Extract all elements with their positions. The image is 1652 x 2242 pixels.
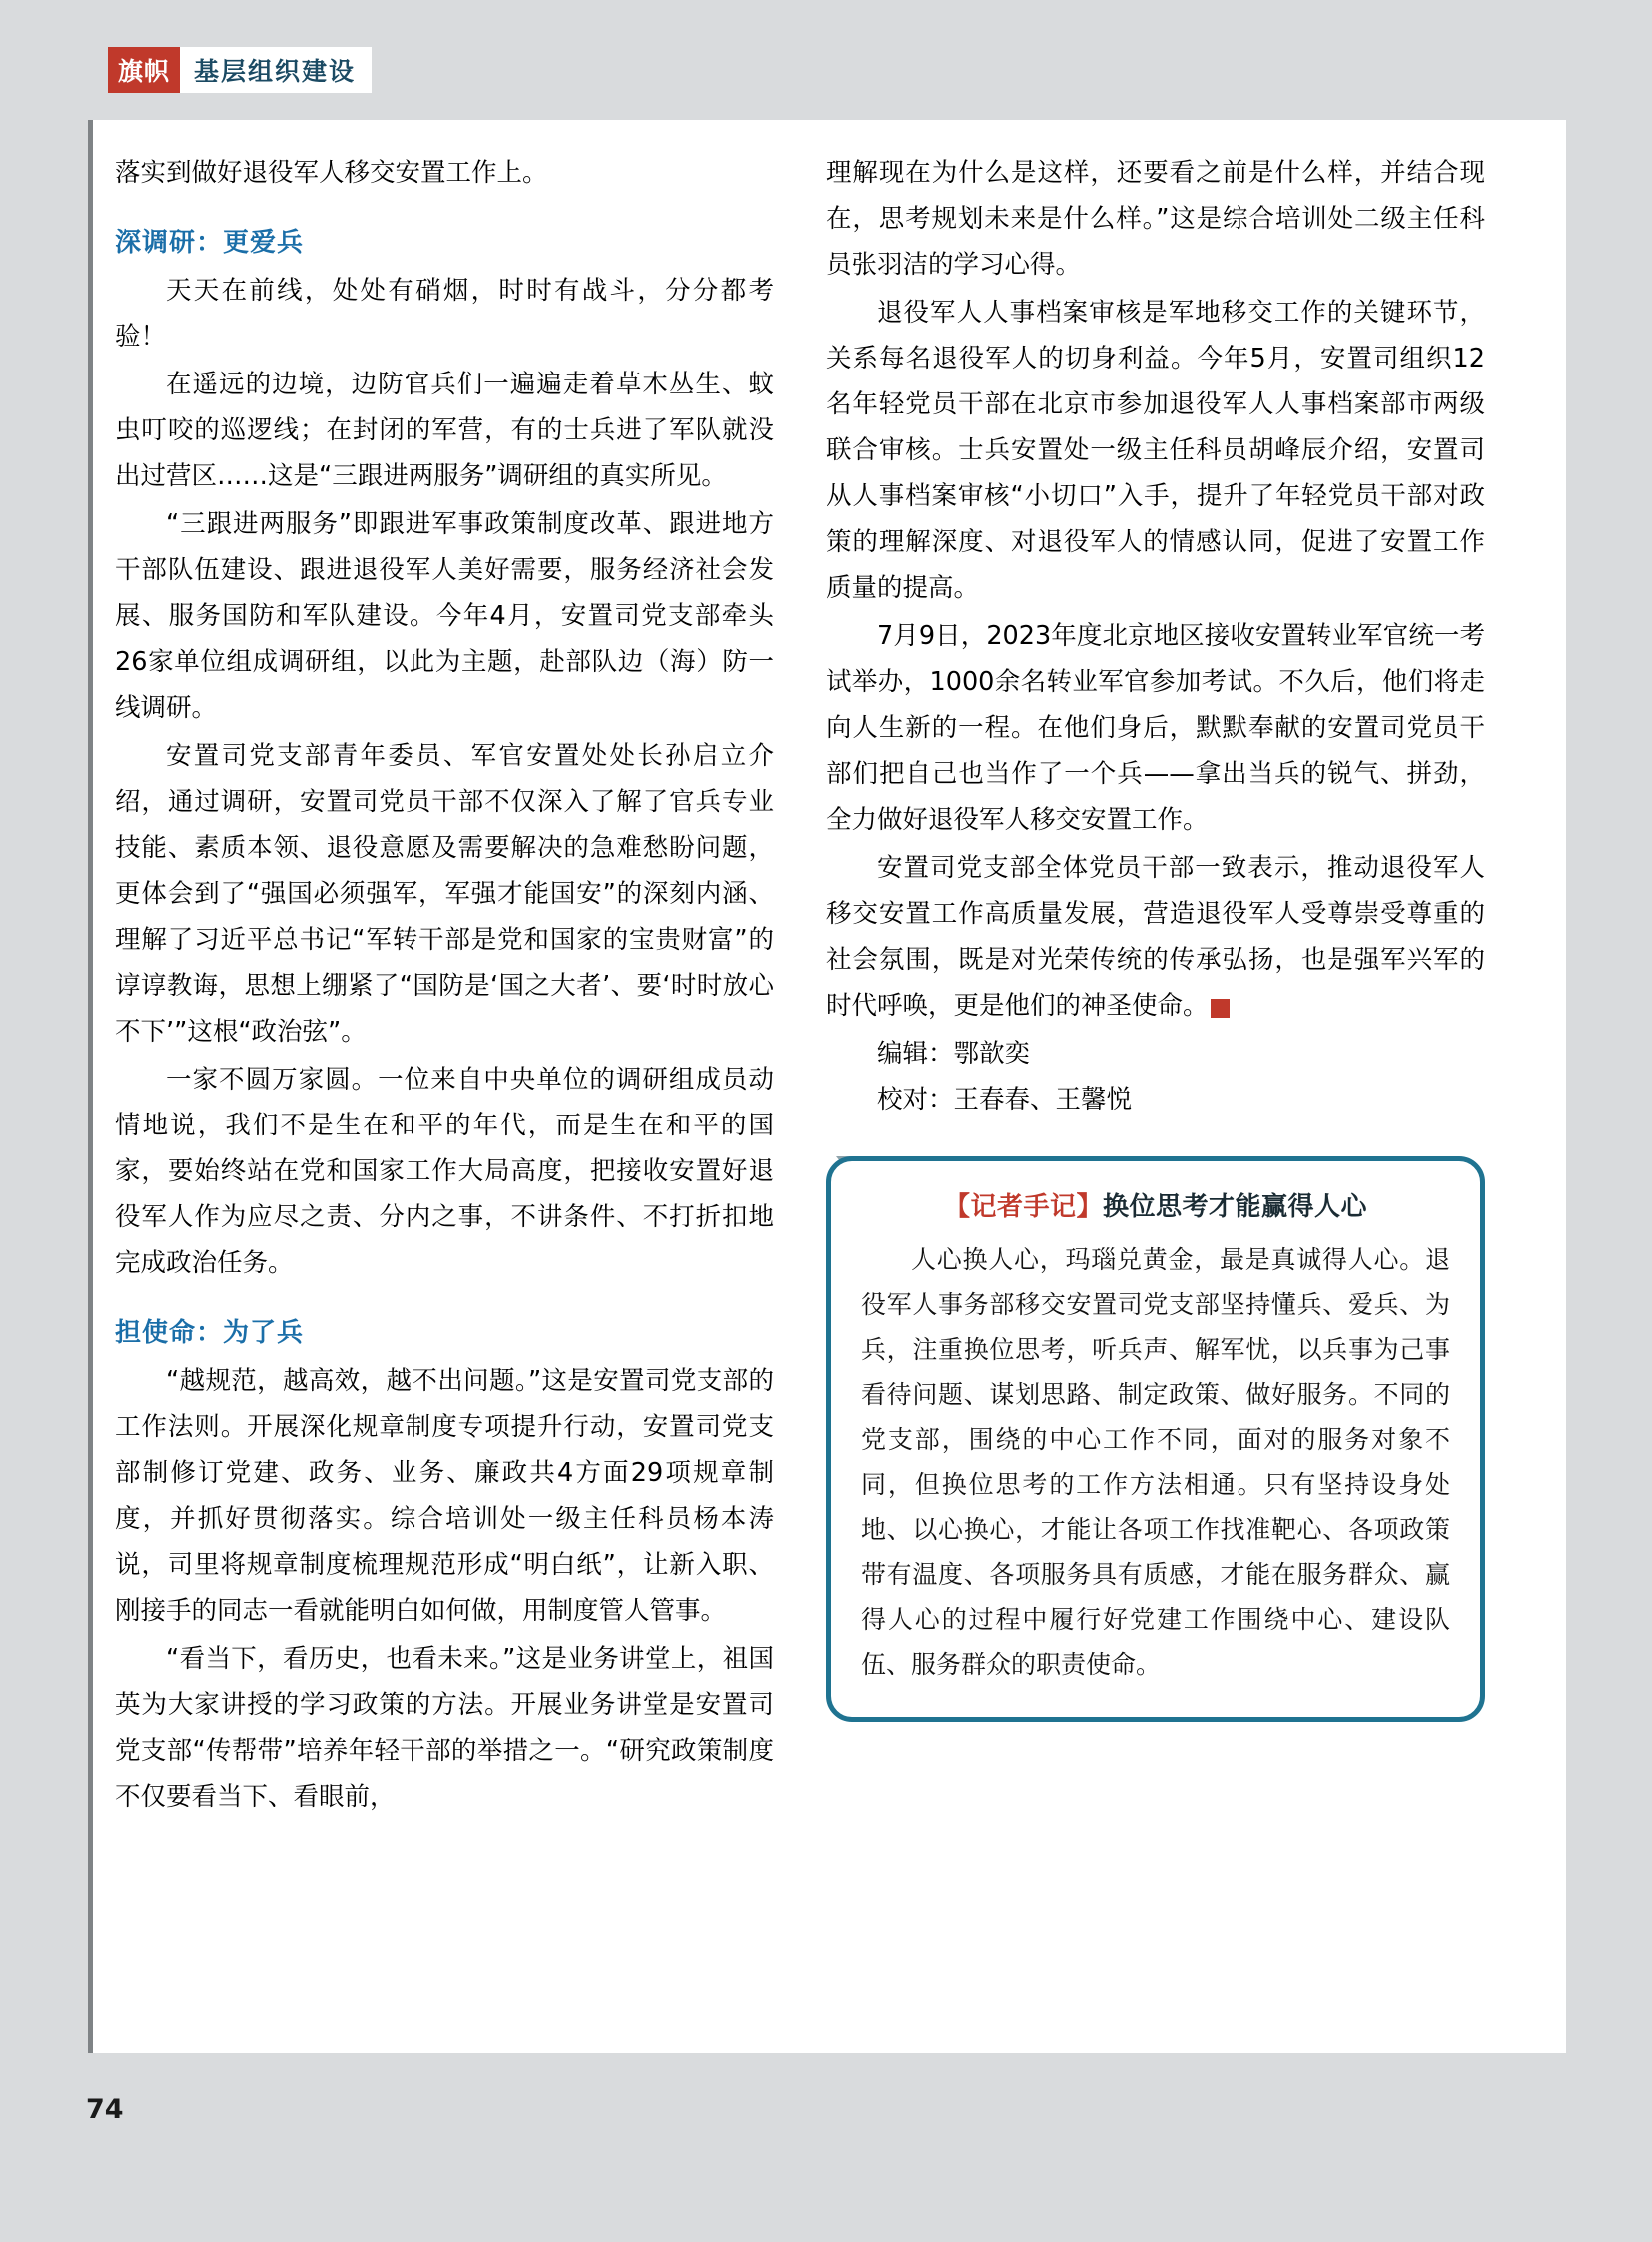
proofreader-credit: 校对：王春春、王馨悦 bbox=[877, 1085, 1133, 1115]
magazine-logo: 旗帜 bbox=[108, 47, 180, 93]
sidebox-body: 人心换人心，玛瑙兑黄金，最是真诚得人心。退役军人事务部移交安置司党支部坚持懂兵、爱兵、为兵，注重换位思考，听兵声、解军忧，以兵事为己事看待问题、谋划思路、制定政策、做好服务。不同的党支部，围绕的中心工作不同，面对的服务对象不同，但换位思考的工作方法相通。只有坚持设身处地、以心换心，才能让各项工作找准靶心、各项政策带有温度、各项服务具有质感，才能在服务群众、赢得人心的过程中履行好党建工作围绕中心、建设队伍、服务群众的职责使命。 bbox=[861, 1245, 1450, 1679]
paragraph: 理解现在为什么是这样，还要看之前是什么样，并结合现在，思考规划未来是什么样。”这是综合培训处二级主任科员张羽洁的学习心得。 bbox=[826, 158, 1485, 280]
reporter-note-box bbox=[826, 1156, 1485, 1722]
article-sheet bbox=[88, 120, 1566, 2053]
left-column bbox=[115, 150, 774, 1822]
paragraph: 一家不圆万家圆。一位来自中央单位的调研组成员动情地说，我们不是生在和平的年代，而是生在和平的国家，要始终站在党和国家工作大局高度，把接收安置好退役军人作为应尽之责、分内之事，不讲条件、不打折扣地完成政治任务。 bbox=[115, 1065, 774, 1278]
subheading-danshiming: 担使命：为了兵 bbox=[115, 1318, 305, 1348]
sidebox-title-bracket: 【记者手记】 bbox=[943, 1192, 1103, 1222]
paragraph: 7月9日，2023年度北京地区接收安置转业军官统一考试举办，1000余名转业军官参加考试。不久后，他们将走向人生新的一程。在他们身后，默默奉献的安置司党员干部们把自己也当作了一个兵——拿出当兵的锐气、拼劲，全力做好退役军人移交安置工作。 bbox=[826, 621, 1485, 835]
section-label: 基层组织建设 bbox=[180, 47, 372, 93]
sidebox-title-rest: 换位思考才能赢得人心 bbox=[1103, 1192, 1368, 1222]
lead-paragraph: 落实到做好退役军人移交安置工作上。 bbox=[115, 158, 548, 188]
editor-credit: 编辑：鄂歆奕 bbox=[877, 1039, 1031, 1069]
paragraph: 天天在前线，处处有硝烟，时时有战斗，分分都考验！ bbox=[115, 276, 774, 352]
reporter-note-wrapper bbox=[826, 1156, 1485, 1722]
paragraph: “越规范，越高效，越不出问题。”这是安置司党支部的工作法则。开展深化规章制度专项提升行动，安置司党支部制修订党建、政务、业务、廉政共4方面29项规章制度，并抓好贯彻落实。综合培训处一级主任科员杨本涛说，司里将规章制度梳理规范形成“明白纸”，让新入职、刚接手的同志一看就能明白如何做，用制度管人管事。 bbox=[115, 1366, 774, 1626]
sidebox-title bbox=[861, 1187, 1450, 1227]
paragraph: “三跟进两服务”即跟进军事政策制度改革、跟进地方干部队伍建设、跟进退役军人美好需要，服务经济社会发展、服务国防和军队建设。今年4月，安置司党支部牵头26家单位组成调研组，以此为主题，赴部队边（海）防一线调研。 bbox=[115, 509, 774, 723]
paragraph: 在遥远的边境，边防官兵们一遍遍走着草木丛生、蚊虫叮咬的巡逻线；在封闭的军营，有的士兵进了军队就没出过营区……这是“三跟进两服务”调研组的真实所见。 bbox=[115, 370, 774, 491]
page-number: 74 bbox=[86, 2094, 124, 2125]
page-header bbox=[108, 47, 372, 93]
right-column bbox=[826, 150, 1485, 1822]
end-mark-icon: 旗 bbox=[1211, 999, 1230, 1018]
paragraph-text: 安置司党支部全体党员干部一致表示，推动退役军人移交安置工作高质量发展，营造退役军人受尊崇受尊重的社会氛围，既是对光荣传统的传承弘扬，也是强军兴军的时代呼唤，更是他们的神圣使命。 bbox=[826, 853, 1485, 1021]
paragraph: 安置司党支部青年委员、军官安置处处长孙启立介绍，通过调研，安置司党员干部不仅深入了解了官兵专业技能、素质本领、退役意愿及需要解决的急难愁盼问题，更体会到了“强国必须强军，军强才能国安”的深刻内涵、理解了习近平总书记“军转干部是党和国家的宝贵财富”的谆谆教诲，思想上绷紧了“国防是‘国之大者’、要‘时时放心不下’”这根“政治弦”。 bbox=[115, 741, 774, 1047]
paragraph: 退役军人人事档案审核是军地移交工作的关键环节，关系每名退役军人的切身利益。今年5月，安置司组织12名年轻党员干部在北京市参加退役军人人事档案部市两级联合审核。士兵安置处一级主任科员胡峰辰介绍，安置司从人事档案审核“小切口”入手，提升了年轻党员干部对政策的理解深度、对退役军人的情感认同，促进了安置工作质量的提高。 bbox=[826, 298, 1485, 603]
subheading-shendiaoyan: 深调研：更爱兵 bbox=[115, 228, 305, 258]
paragraph: “看当下，看历史，也看未来。”这是业务讲堂上，祖国英为大家讲授的学习政策的方法。开展业务讲堂是安置司党支部“传帮带”培养年轻干部的举措之一。“研究政策制度不仅要看当下、看眼前， bbox=[115, 1644, 774, 1812]
article-columns bbox=[115, 150, 1543, 1822]
paragraph-with-endmark bbox=[826, 845, 1485, 1029]
